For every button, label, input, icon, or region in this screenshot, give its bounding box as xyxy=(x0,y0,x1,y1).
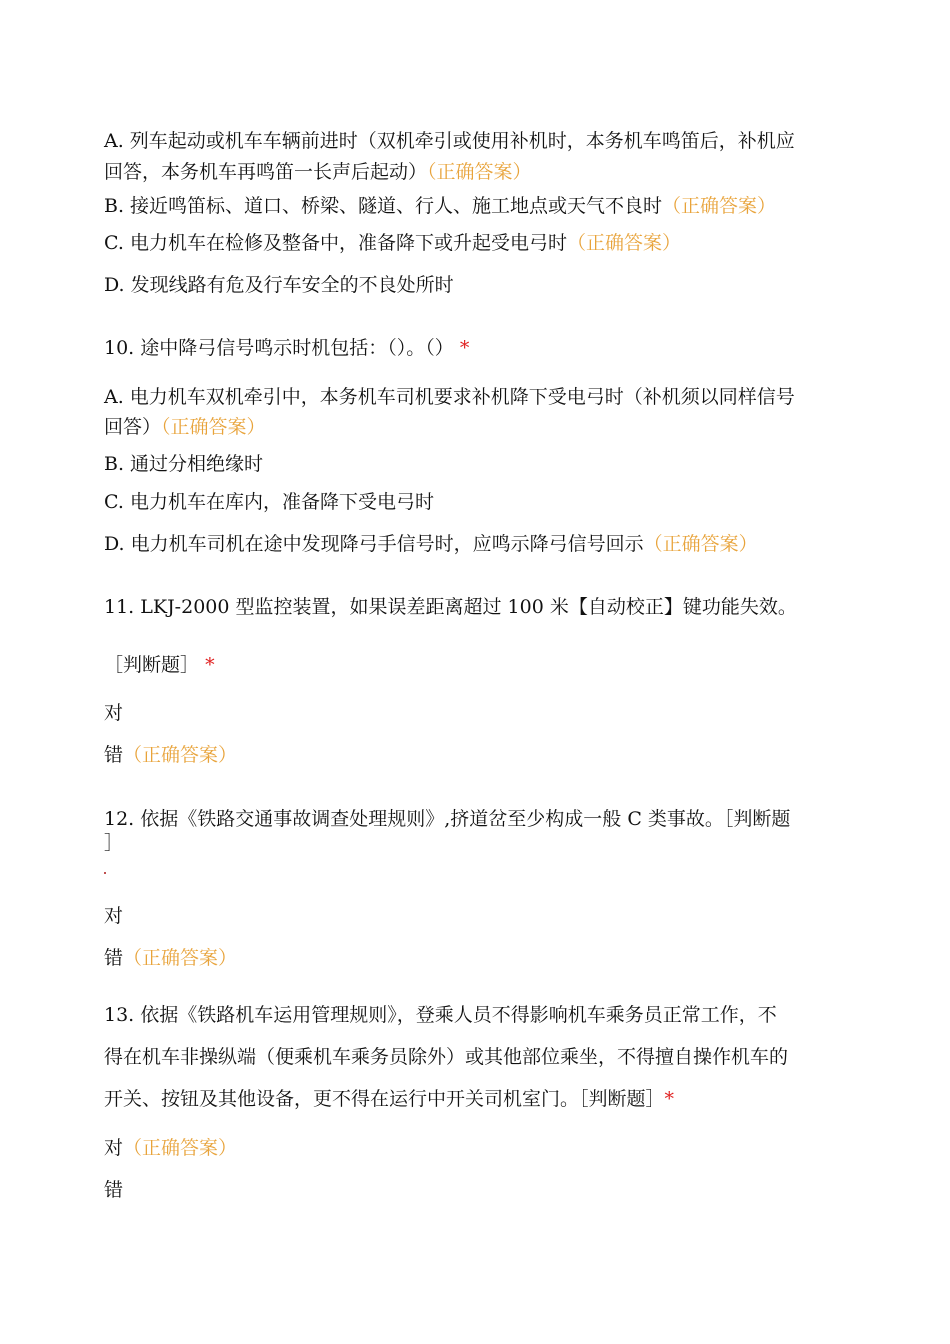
stray-mark xyxy=(104,872,106,874)
q13-option-true[interactable] xyxy=(104,1134,849,1162)
q10-option-b: B. 通过分相绝缘时 xyxy=(104,453,264,475)
q12-option-true[interactable]: 对 xyxy=(104,905,124,927)
required-marker: * xyxy=(205,654,215,676)
q11-question: 11. LKJ-2000 型监控装置，如果误差距离超过 100 米【自动校正】键功能失效。 xyxy=(104,596,797,618)
q12-option-false-text: 错 xyxy=(104,947,124,969)
q9-option-c-text: C. 电力机车在检修及整备中，准备降下或升起受电弓时 xyxy=(104,232,567,254)
q10-option-a-line2 xyxy=(104,413,849,441)
q9-option-a-line1: A. 列车起动或机车车辆前进时（双机牵引或使用补机时，本务机车鸣笛后，补机应 xyxy=(104,130,795,152)
correct-answer-marker: （正确答案） xyxy=(643,533,758,555)
correct-answer-marker: （正确答案） xyxy=(566,232,681,254)
correct-answer-marker: （正确答案） xyxy=(123,1137,238,1159)
q13-option-true-text: 对 xyxy=(104,1137,124,1159)
correct-answer-marker: （正确答案） xyxy=(161,416,266,438)
q13-question-line3-text: 开关、按钮及其他设备，更不得在运行中开关司机室门。［判断题］ xyxy=(104,1088,665,1110)
q10-option-d xyxy=(104,530,849,558)
q10-question xyxy=(104,334,849,362)
q10-option-c: C. 电力机车在库内，准备降下受电弓时 xyxy=(104,491,434,513)
q12-question-line1: 12. 依据《铁路交通事故调查处理规则》,挤道岔至少构成一般 C 类事故。［判断题 xyxy=(104,808,791,830)
required-marker: * xyxy=(459,337,470,359)
q9-option-a-text: 回答，本务机车再鸣笛一长声后起动） xyxy=(104,161,428,183)
q12-question-line2: ］ xyxy=(104,832,124,854)
q11-option-false-text: 错 xyxy=(104,744,124,766)
q11-option-true[interactable]: 对 xyxy=(104,702,124,724)
correct-answer-marker: （正确答案） xyxy=(123,744,238,766)
q9-option-b-text: B. 接近鸣笛标、道口、桥梁、隧道、行人、施工地点或天气不良时 xyxy=(104,195,663,217)
q10-option-a-text: 回答） xyxy=(104,416,162,438)
q9-option-c xyxy=(104,229,849,257)
q9-option-d: D. 发现线路有危及行车安全的不良处所时 xyxy=(104,274,454,296)
required-marker: * xyxy=(664,1088,675,1110)
correct-answer-marker: （正确答案） xyxy=(662,195,777,217)
q9-option-a-line2 xyxy=(104,158,849,186)
correct-answer-marker: （正确答案） xyxy=(427,161,532,183)
q13-question-line3 xyxy=(104,1085,849,1113)
q11-option-false[interactable] xyxy=(104,741,849,769)
q13-option-false[interactable]: 错 xyxy=(104,1179,124,1201)
q10-option-a-line1: A. 电力机车双机牵引中，本务机车司机要求补机降下受电弓时（补机须以同样信号 xyxy=(104,386,795,408)
q13-question-line1: 13. 依据《铁路机车运用管理规则》，登乘人员不得影响机车乘务员正常工作，不 xyxy=(104,1004,777,1026)
q12-option-false[interactable] xyxy=(104,944,849,972)
q13-question-line2: 得在机车非操纵端（便乘机车乘务员除外）或其他部位乘坐，不得擅自操作机车的 xyxy=(104,1046,789,1068)
q10-question-text: 10. 途中降弓信号鸣示时机包括：（）。（） xyxy=(104,337,454,359)
q10-option-d-text: D. 电力机车司机在途中发现降弓手信号时，应鸣示降弓信号回示 xyxy=(104,533,644,555)
q11-type xyxy=(104,651,849,679)
q9-option-b xyxy=(104,192,849,220)
correct-answer-marker: （正确答案） xyxy=(123,947,238,969)
q11-type-text: ［判断题］ xyxy=(104,654,200,676)
